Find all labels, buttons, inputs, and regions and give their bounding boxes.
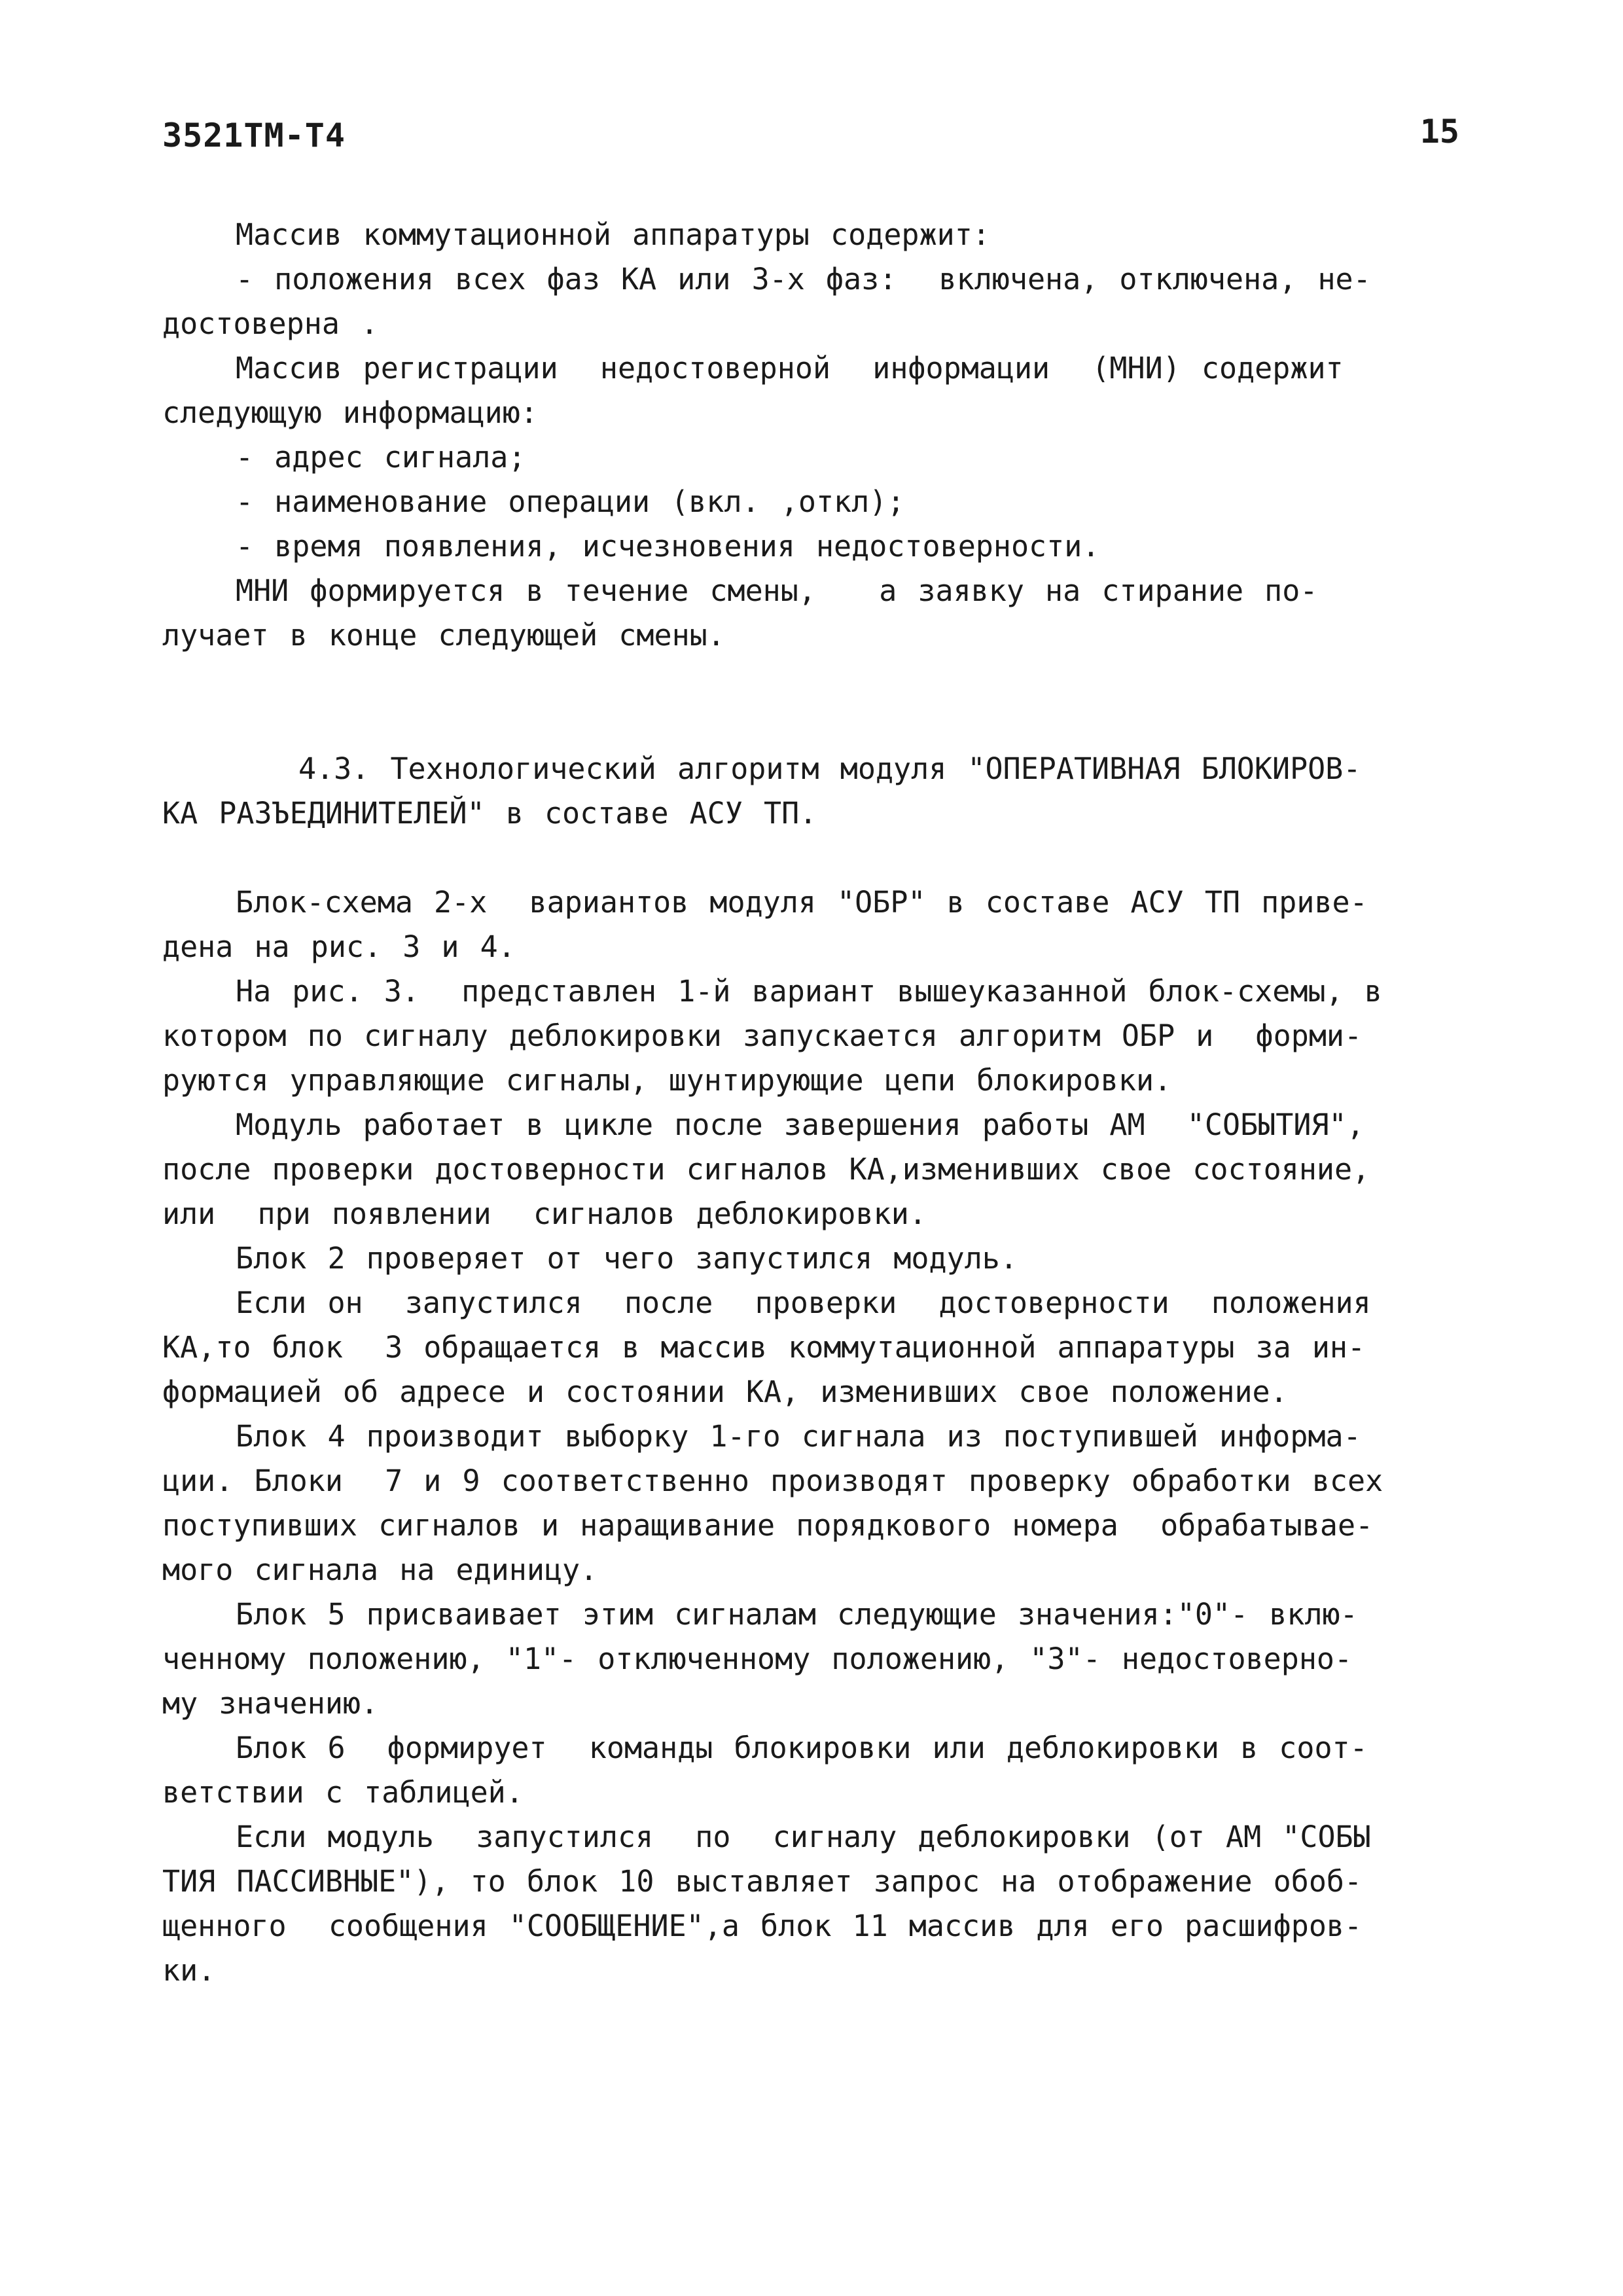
heading-line: КА РАЗЪЕДИНИТЕЛЕЙ" в составе АСУ ТП. bbox=[162, 796, 817, 831]
text-line: ции. Блоки 7 и 9 соответственно производят проверку обработки всех bbox=[162, 1463, 1383, 1498]
text-line: Блок 5 присваивает этим сигналам следующие значения:"0"- вклю- bbox=[236, 1597, 1358, 1632]
text-line: - адрес сигнала; bbox=[236, 440, 526, 475]
text-line: достоверна . bbox=[162, 306, 379, 341]
text-line: - время появления, исчезновения недостоверности. bbox=[236, 529, 1100, 564]
text-line: - положения всех фаз КА или 3-х фаз: включена, отключена, не- bbox=[236, 262, 1371, 296]
text-line: КА,то блок 3 обращается в массив коммутационной аппаратуры за ин- bbox=[162, 1330, 1366, 1365]
text-line: Блок-схема 2-х вариантов модуля "ОБР" в составе АСУ ТП приве- bbox=[236, 885, 1368, 920]
section-module-description bbox=[162, 880, 1465, 1993]
text-line: или при появлении сигналов деблокировки. bbox=[162, 1196, 927, 1231]
section-spacer bbox=[162, 658, 1465, 747]
text-line: поступивших сигналов и наращивание порядкового номера обрабатывае- bbox=[162, 1508, 1374, 1543]
heading-line: 4.3. Технологический алгоритм модуля "ОПЕРАТИВНАЯ БЛОКИРОВ- bbox=[298, 751, 1361, 786]
text-line: ТИЯ ПАССИВНЫЕ"), то блок 10 выставляет запрос на отображение обоб- bbox=[162, 1864, 1363, 1899]
text-line: Если модуль запустился по сигналу деблокировки (от АМ "СОБЫ bbox=[236, 1820, 1371, 1854]
text-line: МНИ формируется в течение смены, а заявку на стирание по- bbox=[236, 573, 1318, 608]
text-line: Блок 4 производит выборку 1-го сигнала из поступившей информа- bbox=[236, 1419, 1361, 1454]
section-heading bbox=[162, 747, 1465, 836]
text-line: котором по сигналу деблокировки запускается алгоритм ОБР и форми- bbox=[162, 1018, 1363, 1053]
text-line: - наименование операции (вкл. ,откл); bbox=[236, 484, 905, 519]
document-code: 3521ТМ-Т4 bbox=[162, 117, 346, 154]
text-line: следующую информацию: bbox=[162, 395, 538, 430]
text-line: Блок 6 формирует команды блокировки или деблокировки в соот- bbox=[236, 1731, 1368, 1765]
text-line: Массив коммутационной аппаратуры содержит: bbox=[236, 217, 990, 252]
section-spacer bbox=[162, 836, 1465, 880]
text-line: мого сигнала на единицу. bbox=[162, 1552, 598, 1587]
text-line: руются управляющие сигналы, шунтирующие цепи блокировки. bbox=[162, 1063, 1172, 1098]
text-line: Блок 2 проверяет от чего запустился модуль. bbox=[236, 1241, 1018, 1276]
section-equipment-arrays bbox=[162, 213, 1465, 658]
text-line: дена на рис. 3 и 4. bbox=[162, 929, 516, 964]
text-line: ченному положению, "1"- отключенному положению, "3"- недостоверно- bbox=[162, 1641, 1353, 1676]
text-line: ки. bbox=[162, 1953, 216, 1988]
document-body bbox=[162, 213, 1465, 1993]
text-line: после проверки достоверности сигналов КА,изменивших свое состояние, bbox=[162, 1152, 1370, 1187]
text-line: щенного сообщения "СООБЩЕНИЕ",а блок 11 массив для его расшифров- bbox=[162, 1909, 1363, 1943]
text-line: На рис. 3. представлен 1-й вариант вышеуказанной блок-схемы, в bbox=[236, 974, 1382, 1009]
text-line: лучает в конце следующей смены. bbox=[162, 618, 725, 653]
text-line: Модуль работает в цикле после завершения работы АМ "СОБЫТИЯ", bbox=[236, 1107, 1364, 1142]
text-line: ветствии с таблицей. bbox=[162, 1775, 524, 1810]
text-line: Если он запустился после проверки достоверности положения bbox=[236, 1285, 1371, 1320]
text-line: Массив регистрации недостоверной информации (МНИ) содержит bbox=[236, 351, 1344, 386]
text-line: формацией об адресе и состоянии КА, изменивших свое положение. bbox=[162, 1374, 1288, 1409]
page-number: 15 bbox=[1419, 113, 1459, 151]
text-line: му значению. bbox=[162, 1686, 379, 1721]
